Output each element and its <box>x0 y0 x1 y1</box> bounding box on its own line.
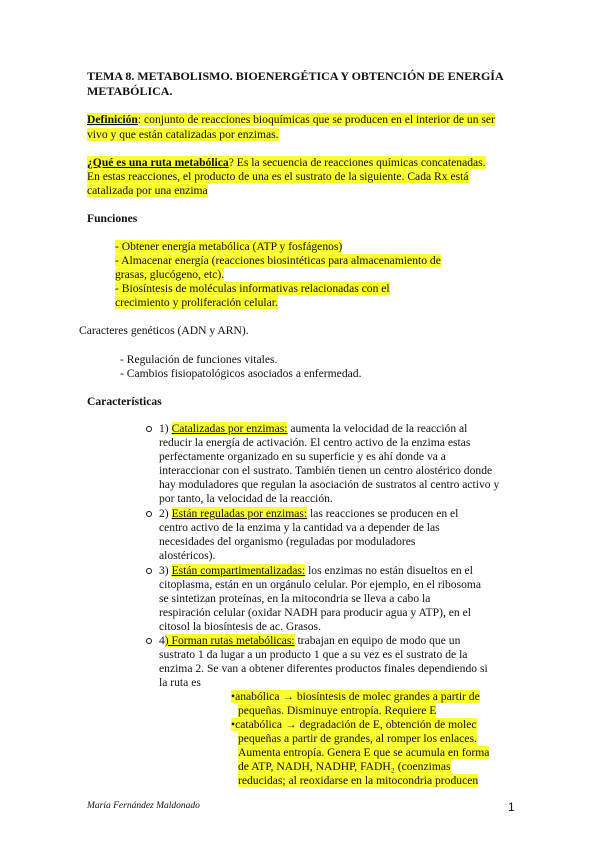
caracteristica-2-line-1 <box>159 507 458 520</box>
anabolica-text-1: anabólica → biosíntesis de molec grandes a partir de <box>235 690 480 703</box>
ruta-line-3 <box>87 184 208 197</box>
caracteristica-3-line-3: se sintetizan proteínas, en la mitocondria se lleva a cabo la <box>159 592 431 605</box>
caracteristica-4-line-1 <box>159 634 460 647</box>
ruta-line-1 <box>87 156 486 169</box>
caracteristica-4-line-3: enzima 2. Se van a obtener diferentes productos finales dependiendo si <box>159 662 488 675</box>
item-1-label: Catalizadas por enzimas: <box>171 422 288 435</box>
caracteristicas-heading: Características <box>87 395 162 408</box>
definition-line-1 <box>87 113 495 126</box>
catabolica-line-3 <box>238 746 489 759</box>
item-3-text-1: los enzimas no están disueltos en el <box>305 564 473 577</box>
ruta-line-2 <box>87 170 469 183</box>
caracteristica-2-line-3: necesidades del organismo (reguladas por moduladores <box>159 535 416 548</box>
document-title-line-1: TEMA 8. METABOLISMO. BIOENERGÉTICA Y OBTENCIÓN DE ENERGÍA <box>87 69 504 83</box>
document-title-line-2: METABÓLICA. <box>87 84 173 98</box>
item-2-number: 2) <box>159 507 172 520</box>
catabolica-text-2: pequeñas a partir de grandes, al romper los enlaces. <box>238 732 477 745</box>
caracteristica-1-line-3: perfectamente organizado en su superficie y es ahí donde va a <box>159 450 446 463</box>
funciones-line-1 <box>115 240 342 253</box>
bullet-circle-icon <box>146 638 152 644</box>
funciones-text-4: - Biosíntesis de moléculas informativas relacionadas con el <box>115 282 390 295</box>
caracteristica-3-line-5: citosol la biosíntesis de ac. Grasos. <box>159 620 321 633</box>
caracteristica-1-line-4: interaccionar con el sustrato. También tienen un centro alostérico donde <box>159 464 493 477</box>
item-3-label: Están compartimentalizadas: <box>171 564 306 577</box>
caracteristica-1-line-6: por tanto, la velocidad de la reacción. <box>159 492 333 505</box>
caracteristica-3-line-2: citoplasma, están en un orgánulo celular. Por ejemplo, en el ribosoma <box>159 578 482 591</box>
item-1-number: 1) <box>159 422 172 435</box>
funciones-extra-1: - Regulación de funciones vitales. <box>120 353 278 366</box>
caracteristica-3-line-1 <box>159 564 473 577</box>
catabolica-text-5: reducidas; al reoxidarse en la mitocondria producen <box>238 774 479 787</box>
item-3-number: 3) <box>159 564 172 577</box>
caracteristica-4-line-4: la ruta es <box>159 676 201 689</box>
funciones-heading: Funciones <box>87 212 138 225</box>
ruta-text-2: En estas reacciones, el producto de una es el sustrato de la siguiente. Cada Rx está <box>87 170 469 183</box>
caracteristica-2-line-4: alostéricos). <box>159 549 216 562</box>
definition-text-1: : conjunto de reacciones bioquímicas que se producen en el interior de un ser <box>137 113 495 126</box>
definition-text-2: vivo y que están catalizadas por enzimas. <box>87 128 279 141</box>
item-2-label: Están reguladas por enzimas: <box>171 507 308 520</box>
funciones-line-3 <box>115 268 224 281</box>
page-number: 1 <box>508 800 515 814</box>
bullet-dot-icon: • <box>231 718 236 731</box>
bullet-circle-icon <box>146 511 152 517</box>
funciones-text-5: crecimiento y proliferación celular. <box>115 296 278 309</box>
funciones-extra-2: - Cambios fisiopatológicos asociados a enfermedad. <box>120 367 362 380</box>
caracteristica-1-line-2: reducir la energía de activación. El centro activo de la enzima estas <box>159 436 471 449</box>
caracteristica-4-line-2: sustrato 1 da lugar a un producto 1 que a su vez es el sustrato de la <box>159 648 468 661</box>
catabolica-text-4: de ATP, NADH, NADHP, FADH₂ (coenzimas <box>238 760 451 773</box>
item-2-text-1: las reacciones se producen en el <box>307 507 459 520</box>
catabolica-line-5 <box>238 774 478 787</box>
funciones-line-4 <box>115 282 390 295</box>
caracteristica-1-line-5: hay moduladores que regulan la asociación de sustratos al centro activo y <box>159 478 500 491</box>
item-4-number: 4 <box>159 634 165 647</box>
catabolica-line-4 <box>238 760 451 773</box>
caracteres-geneticos: Caracteres genéticos (ADN y ARN). <box>79 324 249 337</box>
caracteristica-3-line-4: respiración celular (oxidar NADH para producir agua y ATP), en el <box>159 606 471 619</box>
anabolica-line-1 <box>231 690 480 703</box>
funciones-text-1: - Obtener energía metabólica (ATP y fosfágenos) <box>115 240 343 253</box>
bullet-circle-icon <box>146 568 152 574</box>
item-4-label: ) Forman rutas metabólicas: <box>164 634 295 647</box>
funciones-line-5 <box>115 296 278 309</box>
definition-line-2 <box>87 128 279 141</box>
item-4-text-1: trabajan en equipo de modo que un <box>294 634 461 647</box>
ruta-text-1: ? Es la secuencia de reacciones químicas concatenadas. <box>228 156 486 169</box>
catabolica-line-1 <box>231 718 477 731</box>
bullet-circle-icon <box>146 426 152 432</box>
caracteristica-2-line-2: centro activo de la enzima y la cantidad va a depender de las <box>159 521 440 534</box>
catabolica-text-1: catabólica → degradación de E, obtención de molec <box>235 718 477 731</box>
catabolica-text-3: Aumenta entropía. Genera E que se acumula en forma <box>238 746 490 759</box>
anabolica-line-2 <box>238 704 436 717</box>
funciones-text-3: grasas, glucógeno, etc). <box>115 268 225 281</box>
bullet-dot-icon: • <box>231 690 236 703</box>
funciones-line-2 <box>115 254 441 267</box>
footer-author: María Fernández Maldonado <box>87 801 200 811</box>
ruta-label: ¿Qué es una ruta metabólica <box>87 156 229 169</box>
ruta-text-3: catalizada por una enzima <box>87 184 208 197</box>
item-1-text-1: aumenta la velocidad de la reacción al <box>287 422 468 435</box>
anabolica-text-2: pequeñas. Disminuye entropía. Requiere E <box>238 704 437 717</box>
catabolica-line-2 <box>238 732 477 745</box>
funciones-text-2: - Almacenar energía (reacciones biosintéticas para almacenamiento de <box>115 254 441 267</box>
caracteristica-1-line-1 <box>159 422 467 435</box>
definition-label: Definición <box>87 113 138 126</box>
